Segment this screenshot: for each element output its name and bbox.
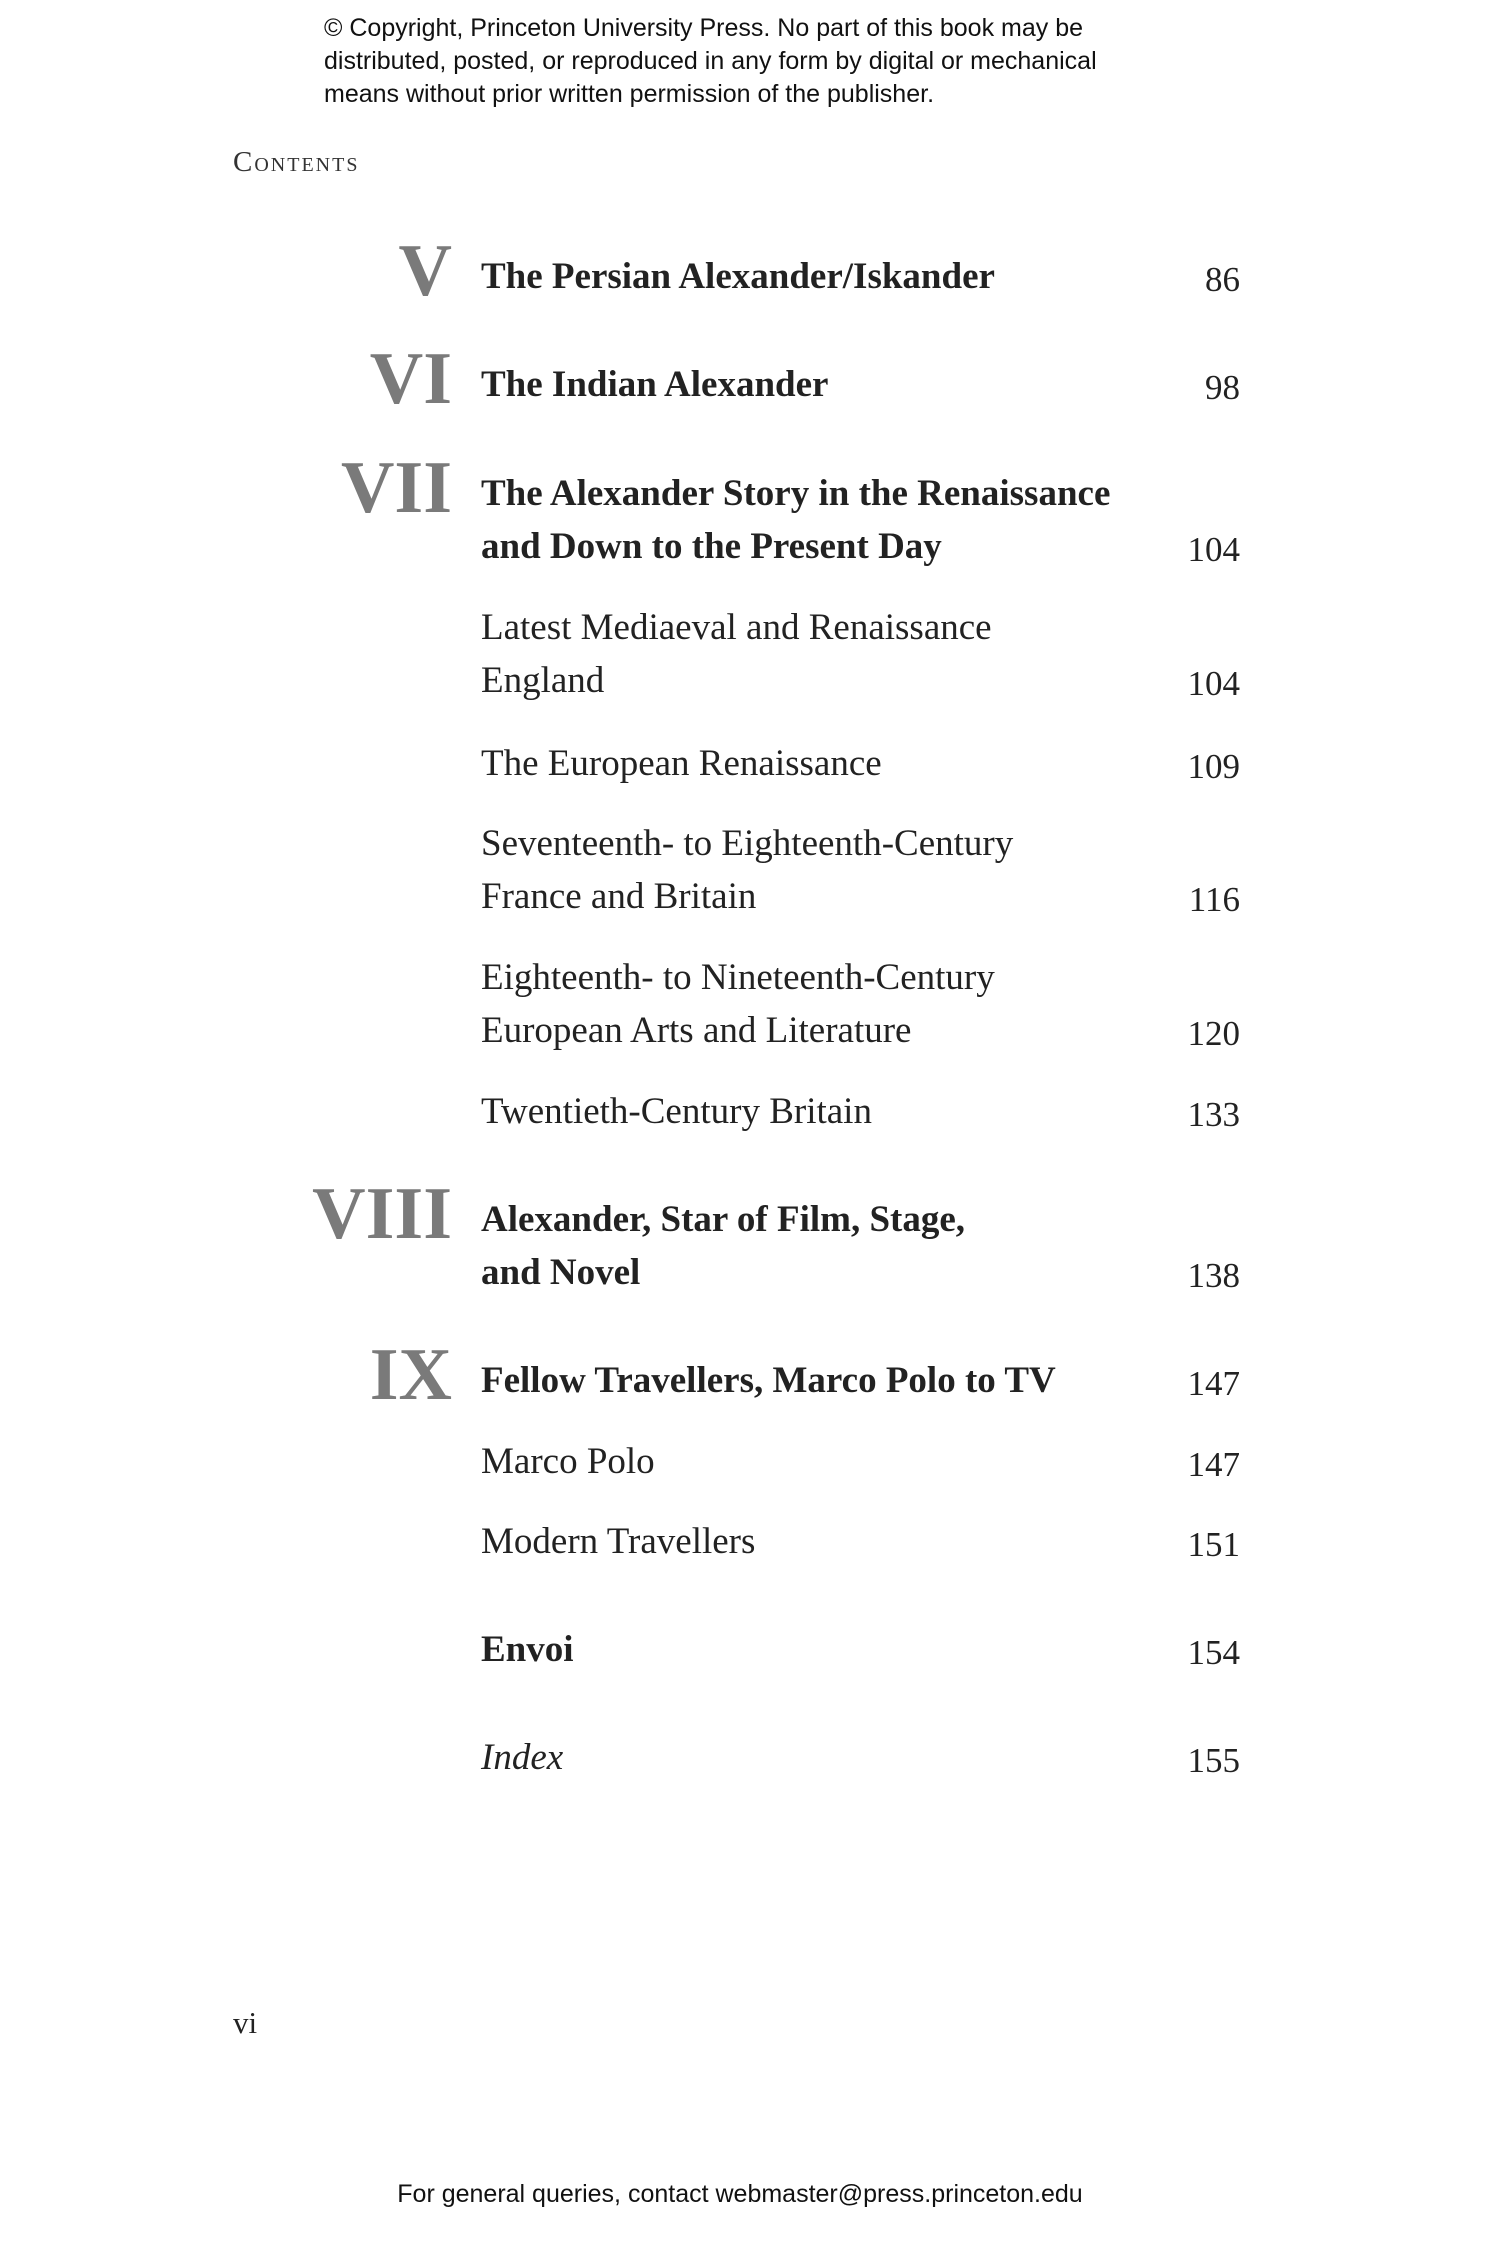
entry-page-number: 104 [1187, 664, 1240, 703]
entry-title [481, 1731, 1161, 1784]
entry-title-line: and Down to the Present Day [481, 526, 942, 567]
entry-title-line: European Arts and Literature [481, 1010, 912, 1051]
entry-title [481, 358, 1161, 411]
entry-title [481, 601, 1161, 707]
entry-title [481, 1193, 1161, 1299]
copyright-notice [324, 12, 1224, 111]
entry-title-line: Fellow Travellers, Marco Polo to TV [481, 1360, 1056, 1401]
entry-title-line: and Novel [481, 1252, 641, 1293]
chapter-numeral: VII [340, 447, 452, 529]
running-head: Contents [233, 146, 360, 178]
entry-title-line: Index [481, 1737, 564, 1778]
entry-page-number: 133 [1187, 1095, 1240, 1134]
chapter-numeral: IX [369, 1334, 452, 1416]
entry-title [481, 817, 1161, 923]
entry-title-line: France and Britain [481, 876, 757, 917]
entry-page-number: 104 [1187, 530, 1240, 569]
entry-title [481, 1435, 1161, 1488]
copyright-line: distributed, posted, or reproduced in any form by digital or mechanical [324, 47, 1097, 75]
copyright-line: means without prior written permission of the publisher. [324, 80, 935, 108]
entry-title-line: Seventeenth- to Eighteenth-Century [481, 823, 1014, 864]
entry-page-number: 109 [1187, 747, 1240, 786]
entry-title-line: Twentieth-Century Britain [481, 1091, 872, 1132]
copyright-line: © Copyright, Princeton University Press. No part of this book may be [324, 14, 1084, 42]
chapter-numeral: V [398, 230, 452, 312]
entry-title-line: Latest Mediaeval and Renaissance [481, 607, 992, 648]
page-number: vi [233, 2005, 258, 2040]
entry-title [481, 1623, 1161, 1676]
entry-title [481, 951, 1161, 1057]
entry-page-number: 151 [1187, 1525, 1240, 1564]
chapter-numeral: VIII [312, 1173, 452, 1255]
entry-title-line: The Indian Alexander [481, 364, 829, 405]
entry-page-number: 155 [1187, 1741, 1240, 1780]
entry-title-line: The European Renaissance [481, 743, 882, 784]
entry-title-line: Alexander, Star of Film, Stage, [481, 1199, 966, 1240]
entry-page-number: 138 [1187, 1256, 1240, 1295]
entry-page-number: 120 [1187, 1014, 1240, 1053]
entry-page-number: 116 [1188, 880, 1240, 919]
entry-title-line: England [481, 660, 605, 701]
entry-title-line: Marco Polo [481, 1441, 655, 1482]
entry-title [481, 1515, 1161, 1568]
entry-page-number: 98 [1205, 368, 1240, 407]
entry-title [481, 1354, 1161, 1407]
entry-title-line: The Persian Alexander/Iskander [481, 256, 995, 297]
entry-title-line: Modern Travellers [481, 1521, 756, 1562]
entry-page-number: 147 [1187, 1364, 1240, 1403]
entry-page-number: 154 [1187, 1633, 1240, 1672]
entry-title [481, 250, 1161, 303]
entry-title [481, 467, 1161, 573]
footer-contact: For general queries, contact webmaster@press.princeton.edu [397, 2180, 1083, 2208]
entry-title-line: Envoi [481, 1629, 574, 1670]
entry-title-line: The Alexander Story in the Renaissance [481, 473, 1111, 514]
entry-title [481, 737, 1161, 790]
chapter-numeral: VI [369, 338, 452, 420]
entry-page-number: 147 [1187, 1445, 1240, 1484]
entry-page-number: 86 [1205, 260, 1240, 299]
entry-title [481, 1085, 1161, 1138]
entry-title-line: Eighteenth- to Nineteenth-Century [481, 957, 995, 998]
